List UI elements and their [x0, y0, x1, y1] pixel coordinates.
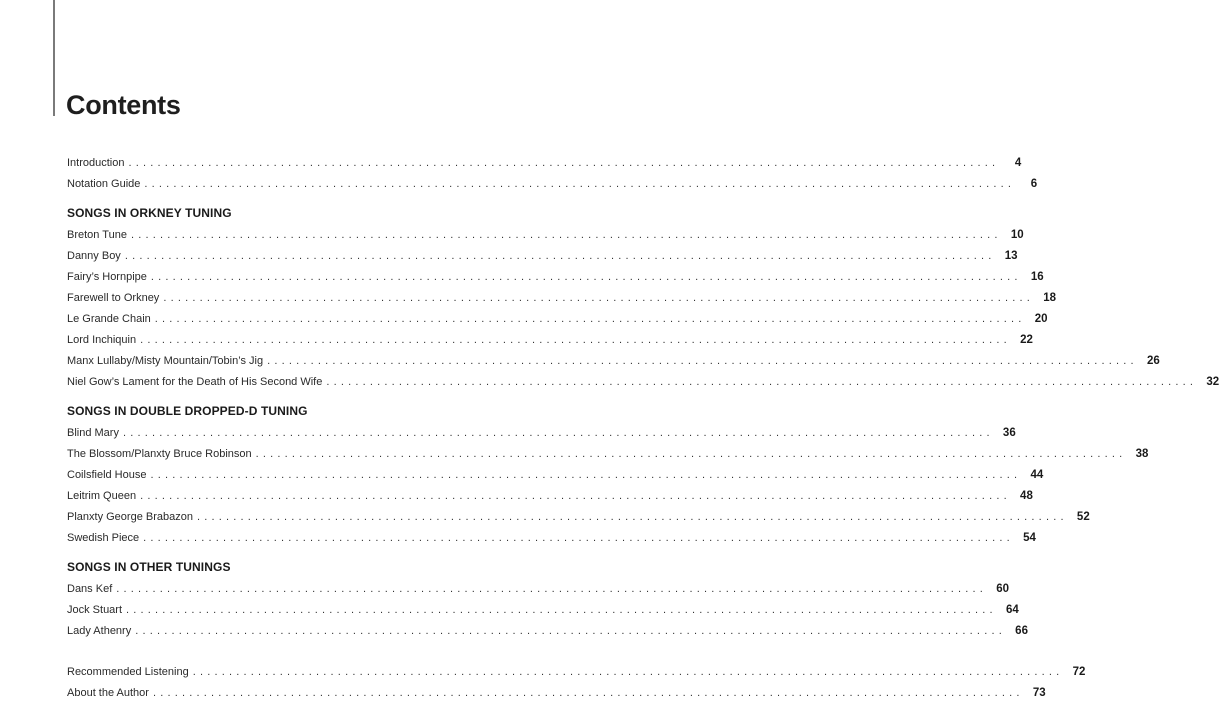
- toc-entry-title: Lord Inchiquin: [67, 334, 137, 346]
- dot-leader: ........................................................................................................................: [150, 271, 1022, 283]
- toc-entry-page: 18: [1043, 292, 1057, 304]
- toc-entry-page: 60: [996, 583, 1009, 595]
- dot-leader: ........................................................................................................................: [116, 583, 987, 595]
- toc-entry-title: Leitrim Queen: [67, 490, 137, 502]
- toc-entry[interactable]: [67, 486, 1033, 507]
- toc-entry[interactable]: [67, 309, 1048, 330]
- toc-entry[interactable]: [67, 267, 1044, 288]
- dot-leader: ........................................................................................................................: [154, 313, 1026, 325]
- toc-entry-title: Notation Guide: [67, 178, 141, 190]
- toc-entry[interactable]: [67, 153, 1022, 174]
- toc-entry-title: Le Grande Chain: [67, 313, 151, 325]
- dot-leader: ........................................................................................................................: [126, 604, 997, 616]
- toc-entry-page: 26: [1147, 355, 1160, 367]
- toc-entry-title: Danny Boy: [67, 250, 121, 262]
- toc-entry[interactable]: [67, 246, 1018, 267]
- toc-entry[interactable]: [67, 444, 1149, 465]
- dot-leader: ........................................................................................................................: [140, 490, 1011, 502]
- toc-entry-page: 52: [1076, 511, 1090, 523]
- toc-entry[interactable]: [67, 330, 1033, 351]
- toc-entry-title: Lady Athenry: [67, 625, 132, 637]
- dot-leader: ........................................................................................................................: [143, 532, 1014, 544]
- toc-entry[interactable]: [67, 288, 1057, 309]
- toc-entry-page: 36: [1002, 427, 1016, 439]
- toc-entry-title: Farewell to Orkney: [67, 292, 160, 304]
- dot-leader: ........................................................................................................................: [135, 625, 1006, 637]
- toc-entry-page: 64: [1005, 604, 1019, 616]
- section-heading: SONGS IN ORKNEY TUNING: [67, 206, 232, 220]
- toc-entry-page: 22: [1020, 334, 1033, 346]
- dot-leader: ........................................................................................................................: [152, 687, 1024, 699]
- toc-entry-title: Swedish Piece: [67, 532, 140, 544]
- toc-entry-page: 72: [1072, 666, 1086, 678]
- toc-entry[interactable]: [67, 423, 1016, 444]
- dot-leader: ........................................................................................................................: [326, 376, 1198, 388]
- toc-entry[interactable]: [67, 465, 1044, 486]
- dot-leader: ........................................................................................................................: [150, 469, 1022, 481]
- dot-leader: ........................................................................................................................: [128, 157, 1000, 169]
- toc-entry-page: 10: [1010, 229, 1024, 241]
- toc-entry-page: 6: [1030, 178, 1038, 190]
- toc-entry-page: 16: [1030, 271, 1044, 283]
- toc-entry-page: 32: [1206, 376, 1219, 388]
- toc-entry[interactable]: [67, 528, 1036, 549]
- toc-entry-title: The Blossom/Planxty Bruce Robinson: [67, 448, 252, 460]
- toc-entry-title: Blind Mary: [67, 427, 119, 439]
- margin-rule: [53, 0, 55, 116]
- section-heading: SONGS IN DOUBLE DROPPED-D TUNING: [67, 404, 308, 418]
- dot-leader: ........................................................................................................................: [255, 448, 1127, 460]
- toc-entry[interactable]: [67, 600, 1019, 621]
- toc-entry[interactable]: [67, 683, 1046, 704]
- dot-leader: ........................................................................................................................: [163, 292, 1035, 304]
- dot-leader: ........................................................................................................................: [192, 666, 1064, 678]
- toc-entry[interactable]: [67, 372, 1219, 393]
- toc-entry-page: 73: [1032, 687, 1046, 699]
- toc-entry-page: 54: [1023, 532, 1036, 544]
- dot-leader: ........................................................................................................................: [130, 229, 1002, 241]
- toc-entry-title: Jock Stuart: [67, 604, 123, 616]
- toc-entry[interactable]: [67, 621, 1028, 642]
- toc-entry[interactable]: [67, 174, 1038, 195]
- toc-entry-title: Breton Tune: [67, 229, 127, 241]
- toc-entry-title: Dans Kef: [67, 583, 113, 595]
- toc-entry[interactable]: [67, 351, 1160, 372]
- toc-entry-page: 66: [1015, 625, 1028, 637]
- toc-entry-title: Manx Lullaby/Misty Mountain/Tobin’s Jig: [67, 355, 264, 367]
- toc-entry[interactable]: [67, 507, 1090, 528]
- dot-leader: ........................................................................................................................: [124, 250, 996, 262]
- table-of-contents: [67, 153, 1219, 704]
- toc-entry-title: Niel Gow’s Lament for the Death of His Second Wife: [67, 376, 323, 388]
- toc-entry-title: About the Author: [67, 687, 149, 699]
- toc-entry-page: 13: [1004, 250, 1018, 262]
- section-heading: SONGS IN OTHER TUNINGS: [67, 560, 231, 574]
- section-spacer: [67, 642, 577, 662]
- toc-entry-title: Planxty George Brabazon: [67, 511, 193, 523]
- toc-entry-page: 4: [1014, 157, 1022, 169]
- dot-leader: ........................................................................................................................: [122, 427, 994, 439]
- dot-leader: ........................................................................................................................: [267, 355, 1138, 367]
- dot-leader: ........................................................................................................................: [144, 178, 1016, 190]
- toc-entry-title: Fairy’s Hornpipe: [67, 271, 147, 283]
- toc-entry-page: 48: [1020, 490, 1033, 502]
- toc-entry-title: Introduction: [67, 157, 125, 169]
- toc-entry-page: 44: [1030, 469, 1044, 481]
- toc-entry-title: Coilsfield House: [67, 469, 147, 481]
- dot-leader: ........................................................................................................................: [196, 511, 1068, 523]
- toc-entry-page: 38: [1135, 448, 1149, 460]
- dot-leader: ........................................................................................................................: [140, 334, 1011, 346]
- page-title: Contents: [66, 90, 181, 120]
- toc-entry-page: 20: [1034, 313, 1048, 325]
- toc-entry-title: Recommended Listening: [67, 666, 189, 678]
- toc-entry[interactable]: [67, 225, 1024, 246]
- toc-entry[interactable]: [67, 579, 1009, 600]
- toc-entry[interactable]: [67, 662, 1086, 683]
